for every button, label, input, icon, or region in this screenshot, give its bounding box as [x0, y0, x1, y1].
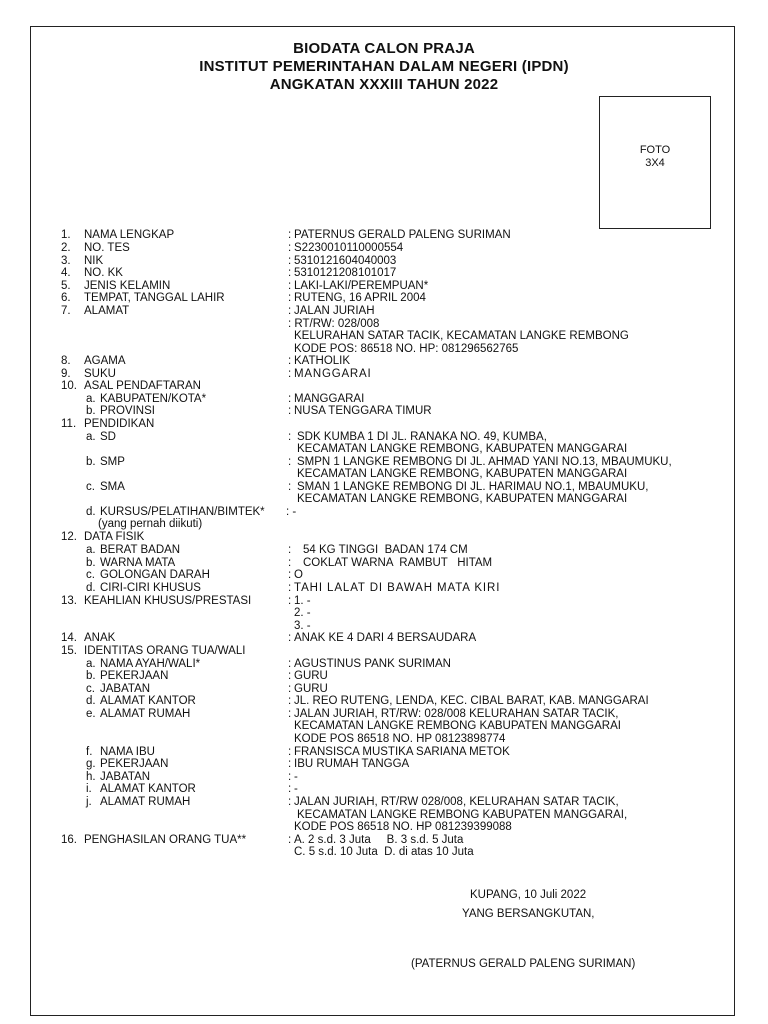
field-label: JABATAN — [100, 771, 151, 783]
sub-letter: e. — [86, 708, 96, 720]
field-label: BERAT BADAN — [100, 544, 181, 556]
colon: : — [288, 355, 292, 367]
colon: : — [288, 292, 292, 304]
colon: : — [288, 658, 292, 670]
field-value: JALAN JURIAH, RT/RW: 028/008 KELURAHAN SATAR TACIK, — [294, 708, 619, 720]
field-label-note: (yang pernah diikuti) — [98, 518, 203, 530]
field-label: TEMPAT, TANGGAL LAHIR — [84, 292, 225, 304]
colon: : — [288, 557, 292, 569]
field-label: AGAMA — [84, 355, 126, 367]
field-value: - — [294, 783, 298, 795]
field-number: 6. — [61, 292, 71, 304]
colon: : — [288, 569, 292, 581]
colon: : — [288, 746, 292, 758]
field-number: 14. — [61, 632, 77, 644]
doc-title-line3: ANGKATAN XXXIII TAHUN 2022 — [269, 76, 499, 93]
field-value: LAKI-LAKI/PEREMPUAN* — [294, 280, 429, 292]
field-label: ANAK — [84, 632, 116, 644]
field-value: KATHOLIK — [294, 355, 351, 367]
colon: : — [288, 280, 292, 292]
field-label: NAMA IBU — [100, 746, 155, 758]
sub-letter: h. — [86, 771, 96, 783]
field-number: 4. — [61, 267, 71, 279]
field-number: 1. — [61, 229, 71, 241]
field-label: KURSUS/PELATIHAN/BIMTEK* — [100, 506, 265, 518]
colon: : — [288, 582, 292, 594]
field-value: FRANSISCA MUSTIKA SARIANA METOK — [294, 746, 510, 758]
field-number: 16. — [61, 834, 77, 846]
field-label: PEKERJAAN — [100, 758, 169, 770]
field-value: O — [294, 569, 303, 581]
colon: : — [288, 758, 292, 770]
sub-letter: b. — [86, 456, 96, 468]
field-label: SMP — [100, 456, 125, 468]
sub-letter: b. — [86, 405, 96, 417]
colon: : — [288, 783, 292, 795]
field-label: ALAMAT RUMAH — [100, 708, 191, 720]
field-value: KECAMATAN LANGKE REMBONG KABUPATEN MANGGARAI — [294, 720, 621, 732]
field-label: PROVINSI — [100, 405, 155, 417]
field-value: PATERNUS GERALD PALENG SURIMAN — [294, 229, 511, 241]
sub-letter: d. — [86, 506, 96, 518]
colon: : — [288, 544, 292, 556]
field-value: KODE POS 86518 NO. HP 08123898774 — [294, 733, 506, 745]
field-label: NIK — [84, 255, 104, 267]
field-label: NAMA LENGKAP — [84, 229, 175, 241]
photo-box — [599, 96, 711, 229]
photo-label: FOTO — [639, 144, 671, 156]
sub-letter: c. — [86, 569, 95, 581]
field-number: 13. — [61, 595, 77, 607]
colon: : — [288, 670, 292, 682]
sub-letter: a. — [86, 431, 96, 443]
field-value: IBU RUMAH TANGGA — [294, 758, 410, 770]
signature-role: YANG BERSANGKUTAN, — [462, 908, 595, 920]
sub-letter: b. — [86, 557, 96, 569]
field-label: NO. KK — [84, 267, 123, 279]
field-label: NO. TES — [84, 242, 130, 254]
colon: : — [288, 393, 292, 405]
field-value: JALAN JURIAH — [294, 305, 375, 317]
sub-letter: j. — [86, 796, 92, 808]
colon: : — [288, 481, 292, 493]
field-value: 1. - — [294, 595, 311, 607]
field-value: KECAMATAN LANGKE REMBONG, KABUPATEN MANGGARAI — [297, 468, 628, 480]
colon: : — [288, 708, 292, 720]
field-label: WARNA MATA — [100, 557, 176, 569]
field-value: COKLAT WARNA RAMBUT HITAM — [303, 557, 493, 569]
sub-letter: a. — [86, 393, 96, 405]
doc-title-line2: INSTITUT PEMERINTAHAN DALAM NEGERI (IPDN) — [199, 58, 569, 75]
field-label: DATA FISIK — [84, 531, 145, 543]
photo-size: 3X4 — [645, 157, 665, 169]
colon: : — [288, 695, 292, 707]
field-value: : - — [286, 506, 297, 518]
field-value: : RT/RW: 028/008 — [288, 318, 380, 330]
signature-place-date: KUPANG, 10 Juli 2022 — [470, 889, 587, 901]
field-value: MANGGARAI — [294, 393, 365, 405]
field-value: - — [294, 771, 298, 783]
sub-letter: a. — [86, 658, 96, 670]
sub-letter: c. — [86, 683, 95, 695]
sub-letter: b. — [86, 670, 96, 682]
field-label: KEAHLIAN KHUSUS/PRESTASI — [84, 595, 252, 607]
field-value: SDK KUMBA 1 DI JL. RANAKA NO. 49, KUMBA, — [297, 431, 547, 443]
field-number: 12. — [61, 531, 77, 543]
field-value: 5310121604040003 — [294, 255, 397, 267]
signature-name: (PATERNUS GERALD PALENG SURIMAN) — [411, 958, 636, 970]
sub-letter: a. — [86, 544, 96, 556]
field-number: 9. — [61, 368, 71, 380]
colon: : — [288, 595, 292, 607]
field-number: 8. — [61, 355, 71, 367]
field-number: 3. — [61, 255, 71, 267]
field-value: 5310121208101017 — [294, 267, 397, 279]
field-value: A. 2 s.d. 3 Juta B. 3 s.d. 5 Juta — [294, 834, 464, 846]
field-label: ALAMAT RUMAH — [100, 796, 191, 808]
field-label: SUKU — [84, 368, 116, 380]
colon: : — [288, 683, 292, 695]
field-label: ALAMAT KANTOR — [100, 695, 196, 707]
field-value: KECAMATAN LANGKE REMBONG, KABUPATEN MANGGARAI — [297, 443, 628, 455]
field-value: GURU — [294, 683, 328, 695]
field-label: ALAMAT KANTOR — [100, 783, 196, 795]
colon: : — [288, 242, 292, 254]
field-value: KODE POS: 86518 NO. HP: 081296562765 — [294, 343, 519, 355]
colon: : — [288, 632, 292, 644]
colon: : — [288, 255, 292, 267]
sub-letter: i. — [86, 783, 92, 795]
field-number: 10. — [61, 380, 77, 392]
colon: : — [288, 834, 292, 846]
field-label: GOLONGAN DARAH — [100, 569, 210, 581]
colon: : — [288, 456, 292, 468]
colon: : — [288, 796, 292, 808]
field-value: KECAMATAN LANGKE REMBONG KABUPATEN MANGGARAI, — [297, 809, 628, 821]
field-value: MANGGARAI — [294, 368, 372, 380]
field-value: C. 5 s.d. 10 Juta D. di atas 10 Juta — [294, 846, 474, 858]
field-value: RUTENG, 16 APRIL 2004 — [294, 292, 426, 304]
colon: : — [288, 305, 292, 317]
field-label: PENGHASILAN ORANG TUA** — [84, 834, 247, 846]
sub-letter: f. — [86, 746, 93, 758]
field-value: SMAN 1 LANGKE REMBONG DI JL. HARIMAU NO.1, MBAUMUKU, — [297, 481, 649, 493]
field-label: JABATAN — [100, 683, 151, 695]
field-label: SMA — [100, 481, 125, 493]
field-value: KODE POS 86518 NO. HP 081239399088 — [294, 821, 512, 833]
sub-letter: g. — [86, 758, 96, 770]
field-number: 2. — [61, 242, 71, 254]
field-value: 54 KG TINGGI BADAN 174 CM — [303, 544, 468, 556]
field-value: JALAN JURIAH, RT/RW 028/008, KELURAHAN SATAR TACIK, — [294, 796, 619, 808]
field-label: ALAMAT — [84, 305, 130, 317]
sub-letter: c. — [86, 481, 95, 493]
field-label: SD — [100, 431, 116, 443]
colon: : — [288, 771, 292, 783]
field-label: PENDIDIKAN — [84, 418, 155, 430]
field-value: GURU — [294, 670, 328, 682]
colon: : — [288, 368, 292, 380]
field-label: ASAL PENDAFTARAN — [84, 380, 201, 392]
field-value: JL. REO RUTENG, LENDA, KEC. CIBAL BARAT, KAB. MANGGARAI — [294, 695, 649, 707]
field-value: 2. - — [294, 607, 311, 619]
field-label: CIRI-CIRI KHUSUS — [100, 582, 201, 594]
field-label: NAMA AYAH/WALI* — [100, 658, 201, 670]
colon: : — [288, 405, 292, 417]
field-value: NUSA TENGGARA TIMUR — [294, 405, 432, 417]
field-value: AGUSTINUS PANK SURIMAN — [294, 658, 451, 670]
field-value: SMPN 1 LANGKE REMBONG DI JL. AHMAD YANI NO.13, MBAUMUKU, — [297, 456, 672, 468]
field-value: S2230010110000554 — [294, 242, 404, 254]
field-value: KELURAHAN SATAR TACIK, KECAMATAN LANGKE REMBONG — [294, 330, 629, 342]
field-value: TAHI LALAT DI BAWAH MATA KIRI — [294, 582, 501, 594]
field-value: 3. - — [294, 620, 311, 632]
doc-title-line1: BIODATA CALON PRAJA — [293, 40, 475, 57]
field-label: IDENTITAS ORANG TUA/WALI — [84, 645, 246, 657]
field-label: KABUPATEN/KOTA* — [100, 393, 207, 405]
field-value: ANAK KE 4 DARI 4 BERSAUDARA — [294, 632, 477, 644]
field-number: 7. — [61, 305, 71, 317]
sub-letter: d. — [86, 695, 96, 707]
field-number: 11. — [61, 418, 77, 430]
field-label: PEKERJAAN — [100, 670, 169, 682]
colon: : — [288, 267, 292, 279]
sub-letter: d. — [86, 582, 96, 594]
colon: : — [288, 229, 292, 241]
field-number: 15. — [61, 645, 77, 657]
field-label: JENIS KELAMIN — [84, 280, 171, 292]
field-value: KECAMATAN LANGKE REMBONG, KABUPATEN MANGGARAI — [297, 493, 628, 505]
colon: : — [288, 431, 292, 443]
field-number: 5. — [61, 280, 71, 292]
